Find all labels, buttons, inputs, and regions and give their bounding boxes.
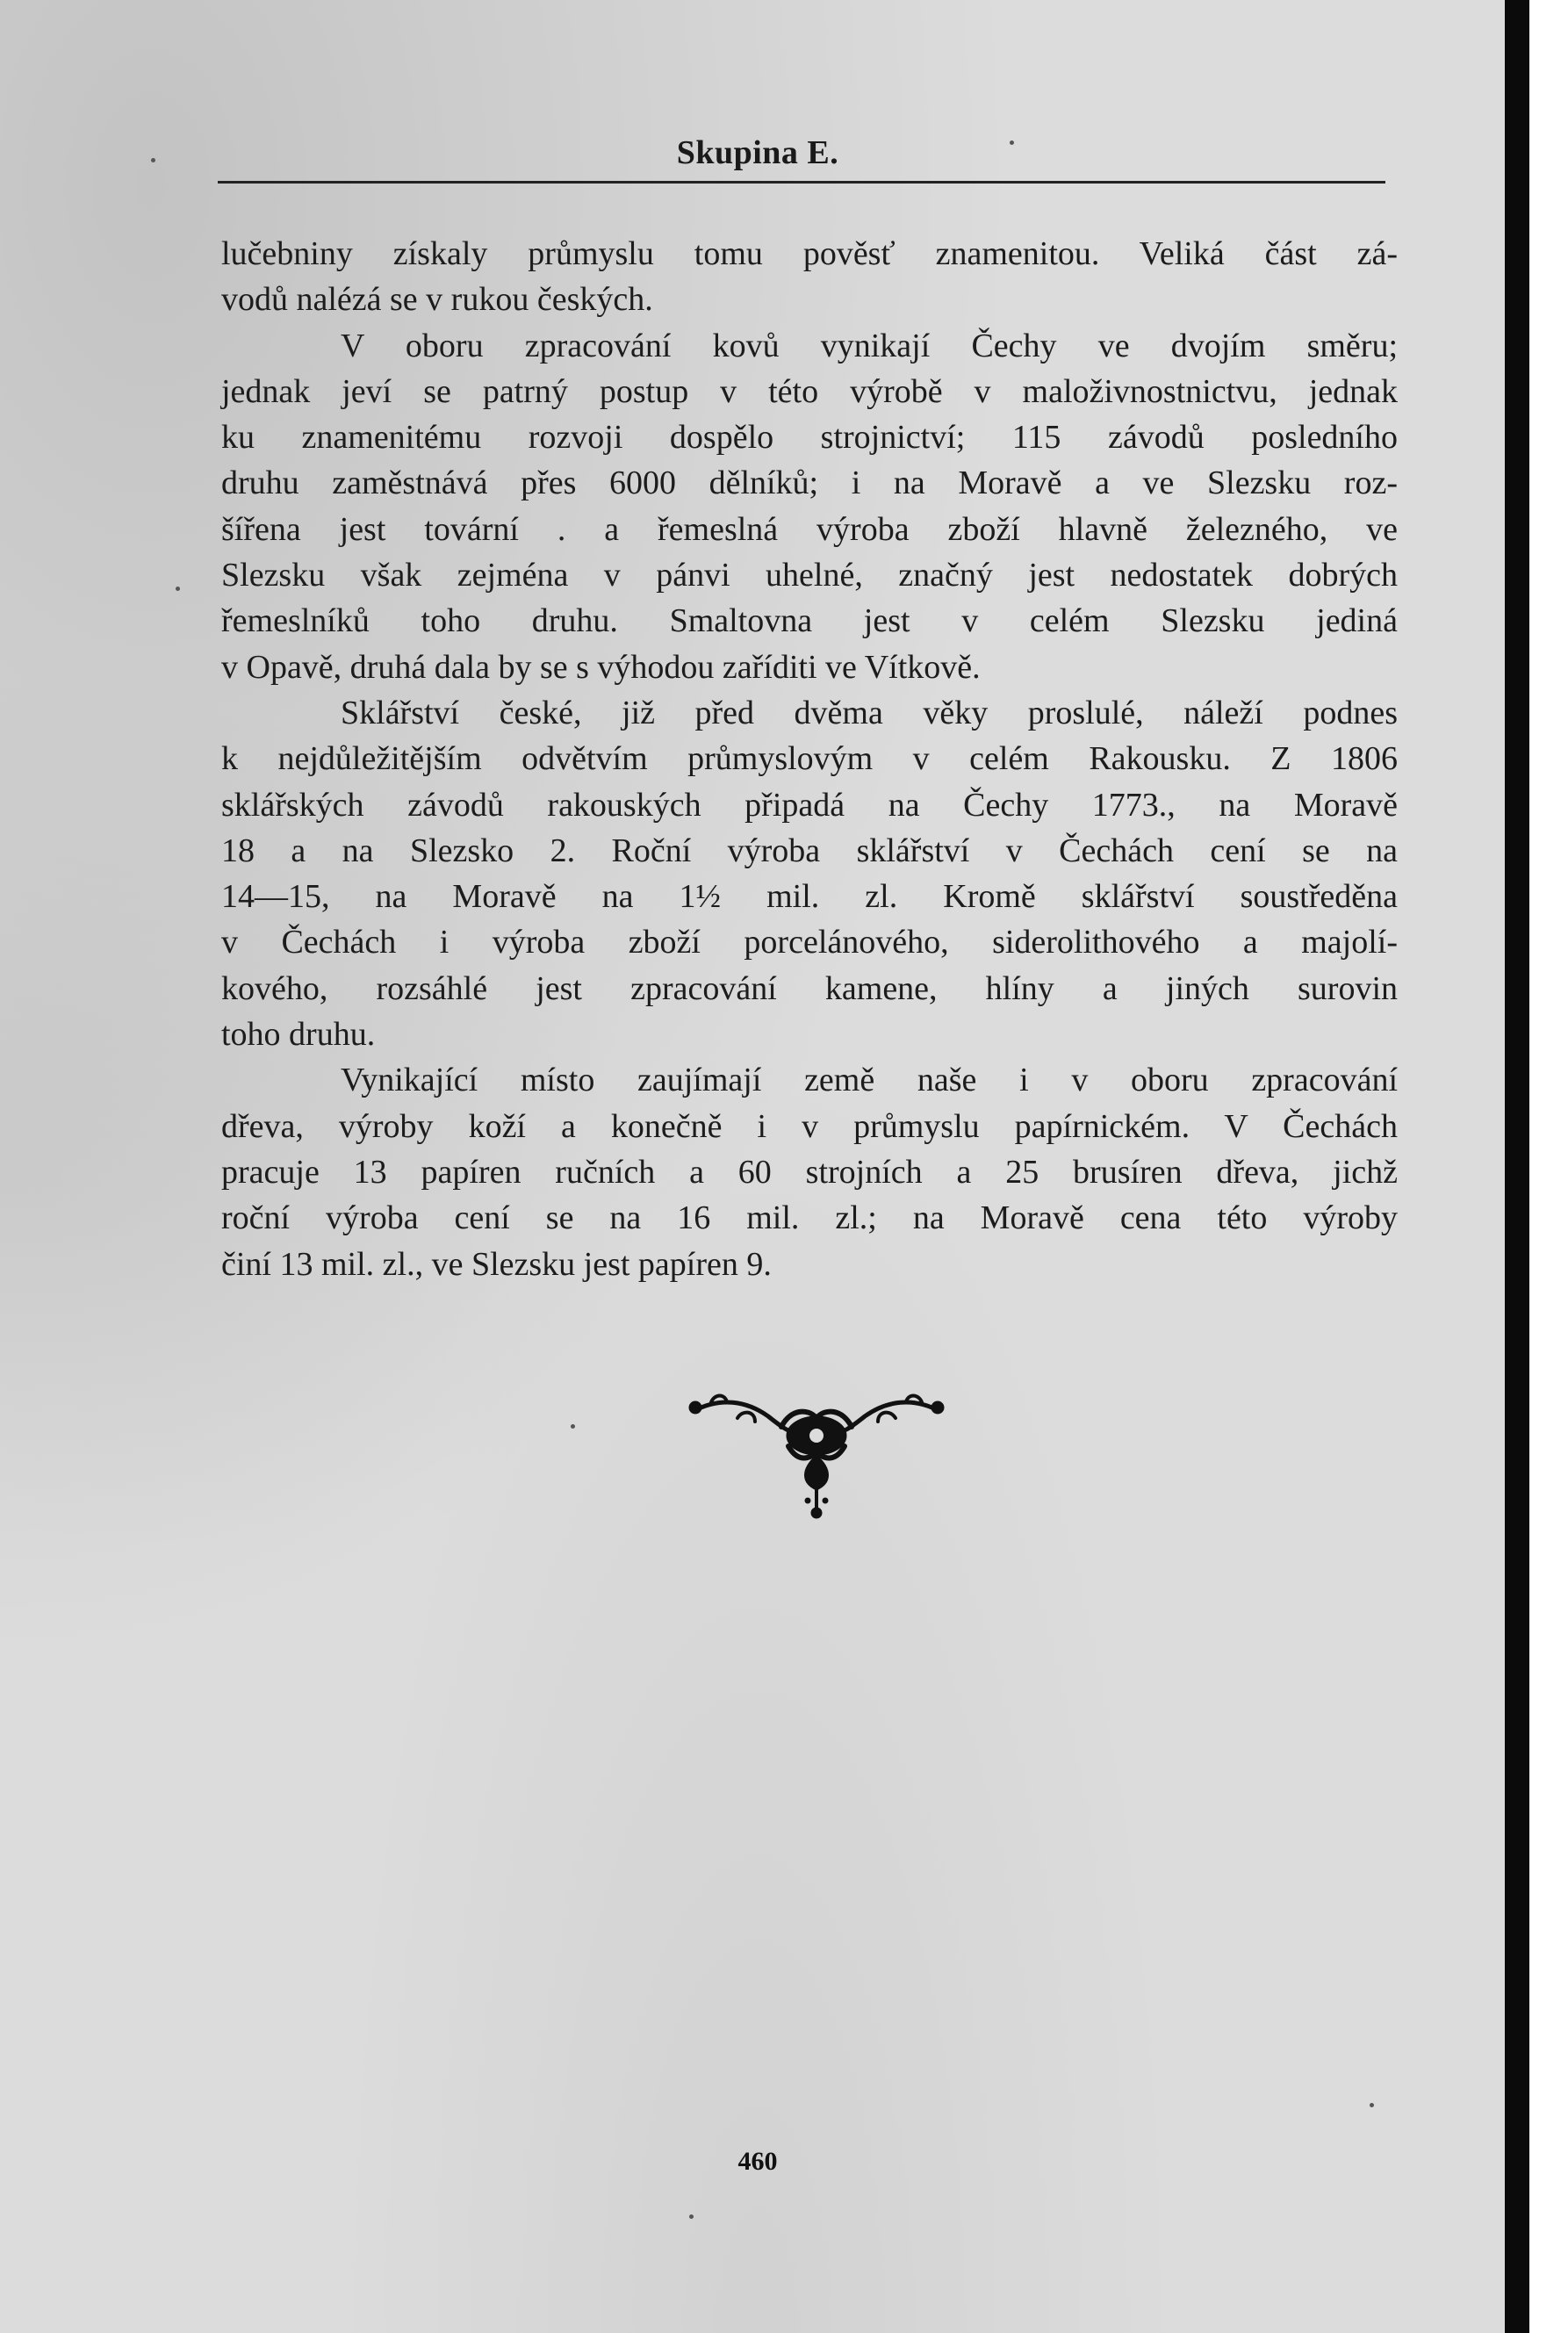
- header-rule: [218, 181, 1385, 184]
- body-text: [221, 231, 1398, 1287]
- text-line: řemeslníků toho druhu. Smaltovna jest v celém Slezsku jediná: [221, 602, 1398, 640]
- text-line: jednak jeví se patrný postup v této výrobě v maloživnostnictvu, jednak: [221, 372, 1398, 410]
- scan-speck: [1010, 140, 1014, 145]
- scan-speck: [176, 587, 180, 591]
- text-line: V oboru zpracování kovů vynikají Čechy ve dvojím směru;: [341, 327, 1398, 364]
- page-number: 460: [737, 2147, 778, 2176]
- text-line: kového, rozsáhlé jest zpracování kamene, hlíny a jiných surovin: [221, 969, 1398, 1007]
- text-line: činí 13 mil. zl., ve Slezsku jest papíren 9.: [221, 1245, 772, 1283]
- text-line: Vynikající místo zaujímají země naše i v oboru zpracování: [341, 1062, 1398, 1099]
- text-line: 18 a na Slezsko 2. Roční výroba sklářství v Čechách cení se na: [221, 832, 1398, 869]
- text-line: pracuje 13 papíren ručních a 60 strojních a 25 brusíren dřeva, jichž: [221, 1153, 1398, 1191]
- floral-vignette-icon: [685, 1392, 948, 1528]
- text-line: v Opavě, druhá dala by se s výhodou zaříditi ve Vítkově.: [221, 648, 981, 686]
- text-line: dřeva, výroby koží a konečně i v průmyslu papírnickém. V Čechách: [221, 1107, 1398, 1145]
- text-line: sklářských závodů rakouských připadá na Čechy 1773., na Moravě: [221, 786, 1398, 824]
- text-line: šířena jest tovární . a řemeslná výroba zboží hlavně železného, ve: [221, 510, 1398, 548]
- text-line: 14—15, na Moravě na 1½ mil. zl. Kromě sklářství soustředěna: [221, 878, 1398, 916]
- text-line: Sklářství české, již před dvěma věky proslulé, náleží podnes: [341, 694, 1398, 731]
- paragraph: [221, 231, 1398, 323]
- paragraph: [221, 690, 1398, 1057]
- scan-speck: [571, 1424, 575, 1429]
- running-head: Skupina E.: [676, 134, 839, 171]
- text-line: v Čechách i výroba zboží porcelánového, siderolithového a majolí-: [221, 924, 1398, 961]
- text-line: lučebniny získaly průmyslu tomu pověsť znamenitou. Veliká část zá-: [221, 235, 1398, 272]
- text-line: roční výroba cení se na 16 mil. zl.; na Moravě cena této výroby: [221, 1199, 1398, 1237]
- text-line: vodů nalézá se v rukou českých.: [221, 281, 653, 319]
- text-line: ku znamenitému rozvoji dospělo strojnictví; 115 závodů posledního: [221, 419, 1398, 457]
- paragraph: [221, 323, 1398, 690]
- scan-speck: [689, 2214, 694, 2219]
- text-line: druhu zaměstnává přes 6000 dělníků; i na Moravě a ve Slezsku roz-: [221, 464, 1398, 502]
- text-line: toho druhu.: [221, 1016, 376, 1054]
- scan-speck: [151, 158, 155, 162]
- paragraph: [221, 1057, 1398, 1286]
- scan-border: [1505, 0, 1529, 2333]
- text-line: Slezsku však zejména v pánvi uhelné, značný jest nedostatek dobrých: [221, 557, 1398, 594]
- text-line: k nejdůležitějším odvětvím průmyslovým v celém Rakousku. Z 1806: [221, 740, 1398, 778]
- scan-speck: [1370, 2103, 1374, 2107]
